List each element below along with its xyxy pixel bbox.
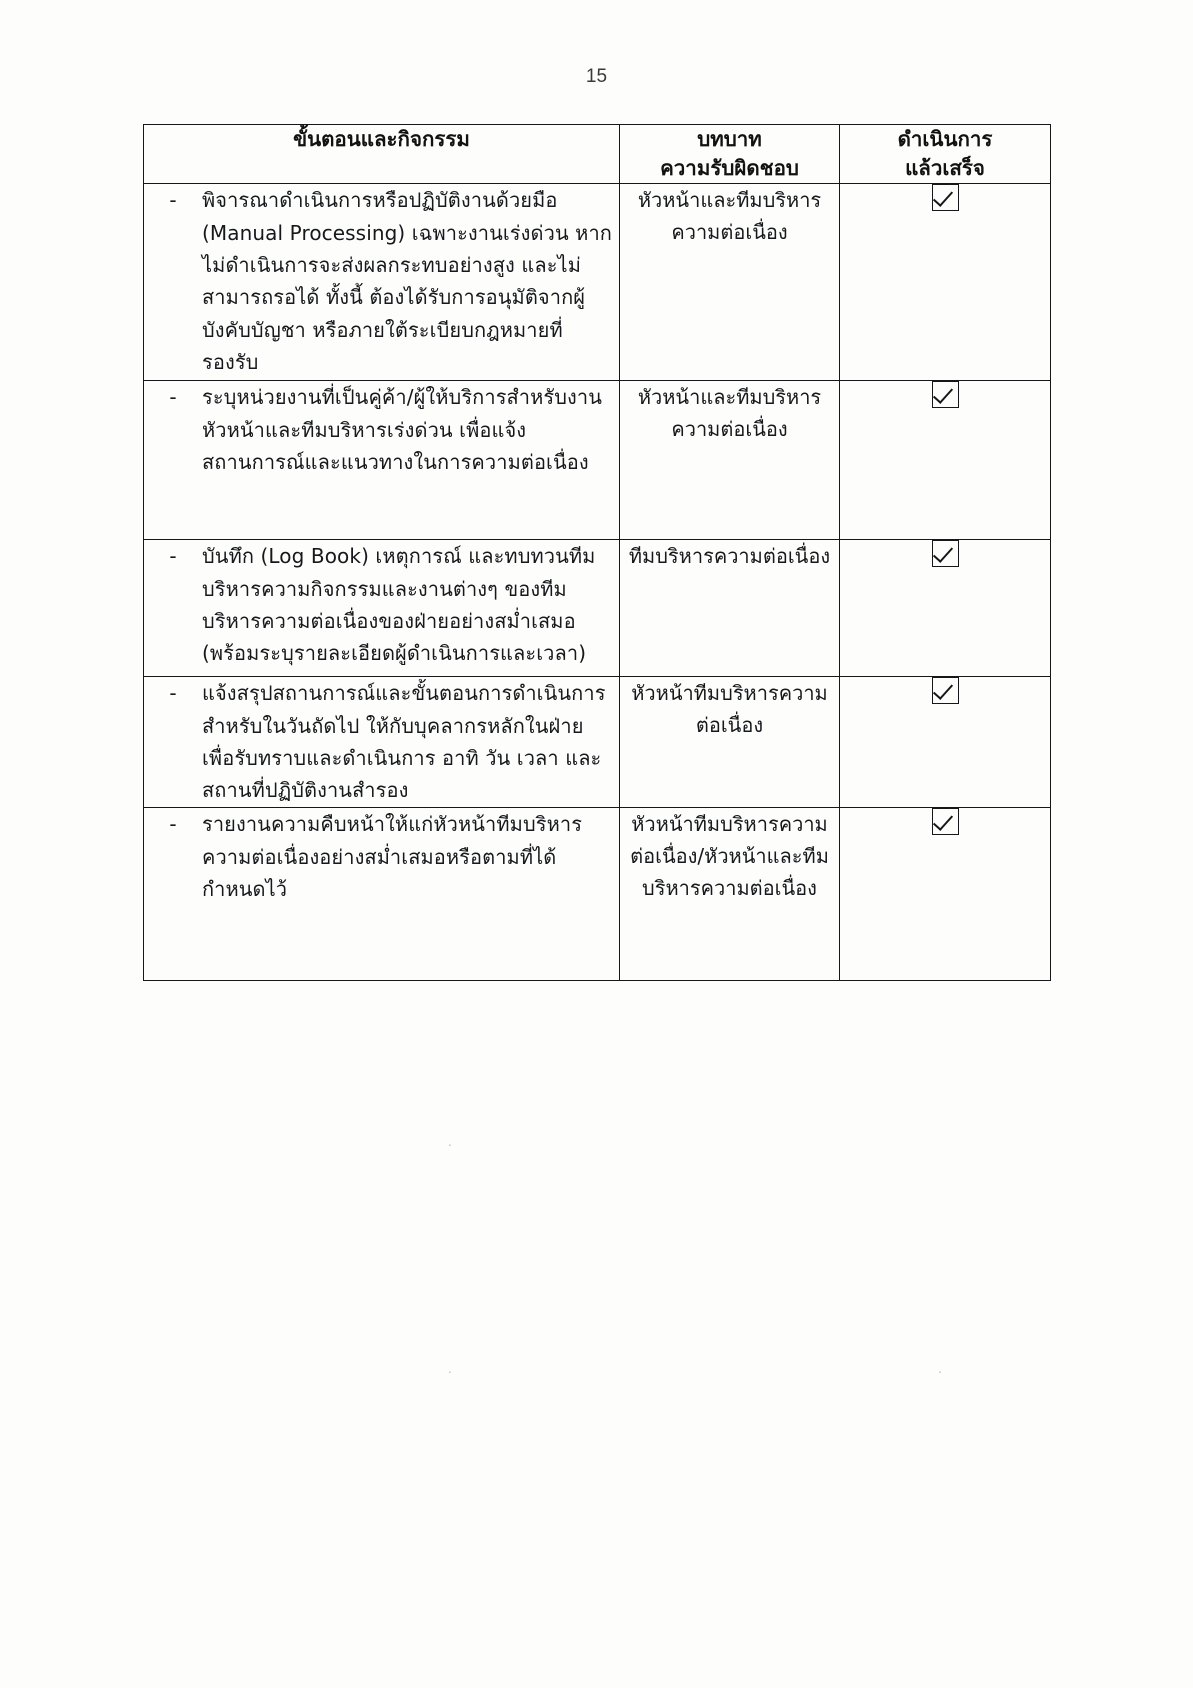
column-header-steps (144, 125, 620, 184)
status-cell (840, 808, 1051, 981)
checked-checkbox-icon[interactable] (932, 540, 959, 567)
step-text: แจ้งสรุปสถานการณ์และขั้นตอนการดำเนินการสำหรับในวันถัดไป ให้กับบุคลากรหลักในฝ่าย เพื่อรับทราบและดำเนินการ อาทิ วัน เวลา และสถานที่ปฏิบัติงานสำรอง (202, 681, 606, 803)
procedure-table (143, 124, 1051, 981)
step-text: บันทึก (Log Book) เหตุการณ์ และทบทวนทีมบริหารความกิจกรรมและงานต่างๆ ของทีมบริหารความต่อเนื่องของฝ่ายอย่างสม่ำเสมอ (พร้อมระบุรายละเอียดผู้ดำเนินการและเวลา) (202, 544, 596, 666)
checked-checkbox-icon[interactable] (932, 381, 959, 408)
table-row (144, 381, 1051, 540)
scan-artifact: . (938, 1362, 942, 1376)
table-row (144, 540, 1051, 677)
step-cell (144, 184, 620, 381)
bullet-dash: - (169, 681, 177, 706)
bullet-dash: - (169, 188, 177, 213)
role-cell: หัวหน้าทีมบริหารความต่อเนื่อง/หัวหน้าและทีมบริหารความต่อเนื่อง (620, 808, 840, 981)
column-header-role (620, 125, 840, 184)
step-text: รายงานความคืบหน้าให้แก่หัวหน้าทีมบริหารความต่อเนื่องอย่างสม่ำเสมอหรือตามที่ได้กำหนดไว้ (202, 812, 583, 901)
status-cell (840, 677, 1051, 808)
bullet-dash: - (169, 544, 177, 569)
page-number: 15 (585, 66, 608, 87)
table-row (144, 677, 1051, 808)
status-cell (840, 540, 1051, 677)
status-cell (840, 184, 1051, 381)
table-row (144, 808, 1051, 981)
column-header-role-line2: ความรับผิดชอบ (660, 156, 799, 181)
step-cell (144, 540, 620, 677)
table-header-row (144, 125, 1051, 184)
table-row (144, 184, 1051, 381)
step-text: ระบุหน่วยงานที่เป็นคู่ค้า/ผู้ให้บริการสำหรับงานหัวหน้าและทีมบริหารเร่งด่วน เพื่อแจ้งสถานการณ์และแนวทางในการความต่อเนื่อง (202, 385, 602, 474)
column-header-status-line1: ดำเนินการ (897, 127, 993, 151)
step-cell (144, 808, 620, 981)
step-text: พิจารณาดำเนินการหรือปฏิบัติงานด้วยมือ (Manual Processing) เฉพาะงานเร่งด่วน หากไม่ดำเนินการจะส่งผลกระทบอย่างสูง และไม่สามารถรอได้ ทั้งนี้ ต้องได้รับการอนุมัติจากผู้บังคับบัญชา หรือภายใต้ระเบียบกฎหมายที่รองรับ (202, 188, 612, 375)
step-cell (144, 381, 620, 540)
column-header-role-line1: บทบาท (697, 127, 762, 151)
status-cell (840, 381, 1051, 540)
column-header-status-line2: แล้วเสร็จ (905, 156, 985, 181)
scan-artifact: . (448, 1362, 452, 1376)
scan-artifact: . (448, 1135, 452, 1149)
column-header-steps-label: ขั้นตอนและกิจกรรม (293, 127, 470, 151)
checked-checkbox-icon[interactable] (932, 184, 959, 211)
role-cell: หัวหน้าทีมบริหารความต่อเนื่อง (620, 677, 840, 808)
checked-checkbox-icon[interactable] (932, 677, 959, 704)
column-header-status (840, 125, 1051, 184)
checked-checkbox-icon[interactable] (932, 808, 959, 835)
bullet-dash: - (169, 385, 177, 410)
role-cell: หัวหน้าและทีมบริหารความต่อเนื่อง (620, 184, 840, 381)
step-cell (144, 677, 620, 808)
procedure-table-container (143, 124, 1050, 981)
bullet-dash: - (169, 812, 177, 837)
role-cell: หัวหน้าและทีมบริหารความต่อเนื่อง (620, 381, 840, 540)
role-cell: ทีมบริหารความต่อเนื่อง (620, 540, 840, 677)
